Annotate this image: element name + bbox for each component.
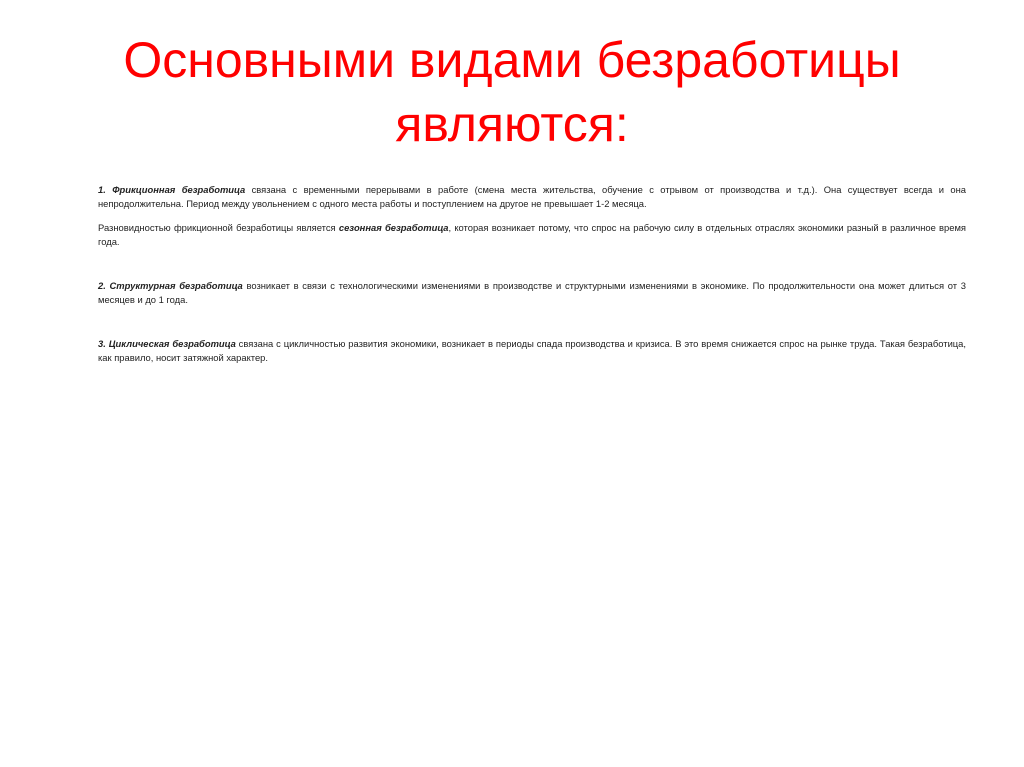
slide-body	[98, 183, 966, 365]
paragraph-text: , которая возникает потому, что спрос на рабочую силу в отдельных отраслях экономики разный в различное время года.	[98, 222, 966, 247]
term-cyclical: 3. Циклическая безработица	[98, 338, 236, 349]
slide-title-line-1: Основными видами безработицы	[123, 32, 901, 88]
paragraph-frictional-unemployment	[98, 183, 966, 211]
term-structural: 2. Структурная безработица	[98, 280, 243, 291]
term-frictional: 1. Фрикционная безработица	[98, 184, 246, 195]
paragraph-text: связана с временными перерывами в работе (смена места жительства, обучение с отрывом от производства и т.д.). Она существует всегда и она непродолжительна. Период между увольнением с одного места работы и поступлением на другое не превышает 1-2 месяца.	[98, 184, 967, 209]
paragraph-cyclical-unemployment	[98, 337, 966, 365]
term-seasonal: сезонная безработица	[338, 222, 449, 233]
slide-title	[60, 28, 964, 156]
paragraph-text: связана с цикличностью развития экономики, возникает в периоды спада производства и кризиса. В это время снижается спрос на рынке труда. Такая безработица, как правило, носит затяжной характер.	[98, 338, 966, 363]
paragraph-text: возникает в связи с технологическими изменениями в производстве и структурными изменениями в экономике. По продолжительности она может длиться от 3 месяцев и до 1 года.	[98, 280, 967, 305]
slide-title-line-2: являются:	[395, 96, 629, 152]
paragraph-seasonal-unemployment	[98, 221, 966, 249]
paragraph-structural-unemployment	[98, 279, 966, 307]
paragraph-prefix: Разновидностью фрикционной безработицы является	[98, 222, 339, 233]
